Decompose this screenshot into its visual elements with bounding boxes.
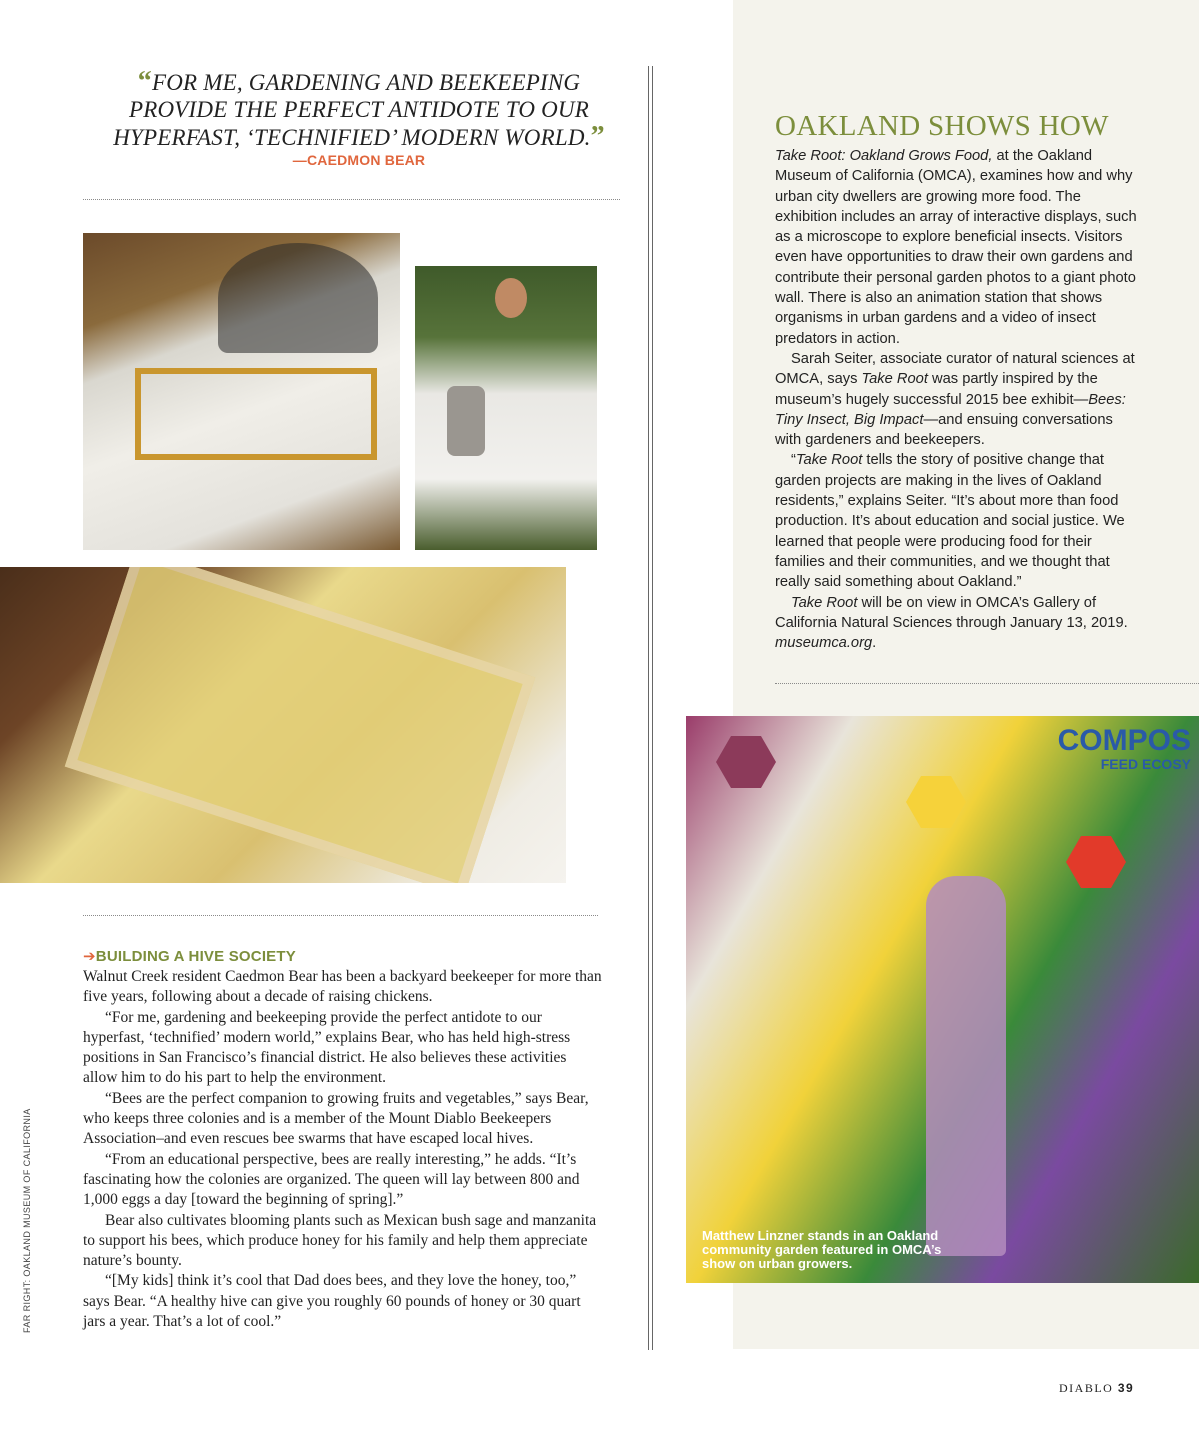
dotted-divider-top: [83, 199, 620, 200]
close-quote-mark: ”: [590, 121, 605, 152]
sidebar-paragraph: [775, 450, 1140, 592]
italic-text: Take Root: [791, 594, 858, 611]
planter-hexagon: [716, 736, 776, 788]
photo-caption: Matthew Linzner stands in an Oakland community garden featured in OMCA’s show on urban growers.: [702, 1228, 942, 1271]
photo-garden-mural: [686, 716, 1199, 1283]
italic-text: Take Root: [795, 452, 863, 469]
arrow-right-icon: ➔: [83, 948, 96, 965]
page-folio: [1059, 1381, 1134, 1396]
article-body: [83, 967, 603, 1332]
dotted-divider-middle: [83, 915, 598, 916]
body-text: tells the story of positive change that garden projects are making in the lives of Oakland residents,” explains Seiter. “It’s about more than food production. It’s about education and social justice. We learned that people were producing food for their families and their communities, and we thought that really said something about Oakland.”: [775, 452, 1125, 591]
article-paragraph: “[My kids] think it’s cool that Dad does bees, and they love the honey, too,” says Bear. “A healthy hive can give you roughly 60 pounds of honey or 30 quart jars a year. That’s a lot of cool.”: [83, 1272, 581, 1331]
sidebar-body: [775, 146, 1140, 653]
mural-lettering: FEED ECOSY: [1100, 756, 1191, 772]
pull-quote: [86, 68, 632, 151]
article-heading-text: BUILDING A HIVE SOCIETY: [95, 948, 296, 965]
italic-text: Bees: Tiny Insect, Big Impact: [775, 391, 1126, 428]
article-paragraph: “Bees are the perfect companion to growing fruits and vegetables,” says Bear, who keeps three colonies and is a member of the Mount Diablo Beekeepers Association–and even rescues bee swarms that have escaped local hives.: [83, 1089, 589, 1148]
sidebar-paragraph: [775, 593, 1140, 654]
face-shape: [495, 278, 527, 318]
article-paragraph: Walnut Creek resident Caedmon Bear has been a backyard beekeeper for more than five years, following about a decade of raising chickens.: [83, 968, 602, 1006]
sidebar-paragraph: [775, 349, 1140, 450]
article-heading: [83, 947, 296, 965]
dotted-divider-sidebar: [775, 683, 1199, 684]
body-text: will be on view in OMCA’s Gallery of California Natural Sciences through January 13, 2019.: [775, 594, 1128, 631]
article-paragraph: Bear also cultivates blooming plants such as Mexican bush sage and manzanita to support his bees, which produce honey for his family and help them appreciate nature’s bounty.: [83, 1211, 597, 1270]
body-text: —and ensuing conversations with gardeners and beekeepers.: [775, 411, 1113, 449]
pull-quote-attribution: —CAEDMON BEAR: [292, 152, 426, 168]
column-divider-line: [652, 66, 653, 1350]
photo-beekeeper-standing: [415, 266, 597, 550]
body-text: was partly inspired by the museum’s hugely successful 2015 bee exhibit—: [775, 371, 1098, 408]
sidebar-paragraph: [775, 146, 1140, 349]
body-text: at the Oakland Museum of California (OMCA), examines how and why urban city dwellers are growing more food. The exhibition includes an array of interactive displays, such as a microscope to explore beneficial insects. Visitors even have opportunities to draw their own gardens and contribute their personal garden photos to a giant photo wall. There is also an animation station that shows organisms in urban gardens and a video of insect predators in action.: [775, 148, 1137, 347]
open-quote-mark: “: [137, 66, 152, 97]
mural-hexagon: [906, 776, 966, 828]
body-text: “: [791, 452, 796, 469]
article-paragraph: “From an educational perspective, bees are really interesting,” he adds. “It’s fascinating how the colonies are organized. The queen will lay between 800 and 1,000 eggs a day [toward the beginning of spring].”: [83, 1150, 580, 1209]
website-link[interactable]: museumca.org: [775, 635, 873, 652]
person-shape: [926, 876, 1006, 1256]
hive-frame-shape: [135, 368, 377, 460]
body-text: .: [872, 635, 877, 652]
italic-text: Take Root: [861, 371, 928, 388]
article-paragraph: “For me, gardening and beekeeping provide the perfect antidote to our hyperfast, ‘technified’ modern world,” explains Bear, who has held high-stress positions in San Francisco’s financial district. He also believes these activities allow him to do his part to help the environment.: [83, 1008, 571, 1087]
smoker-shape: [447, 386, 485, 456]
page-number: 39: [1117, 1381, 1135, 1395]
sidebar-title: OAKLAND SHOWS HOW: [775, 110, 1109, 142]
photo-honeycomb-with-bees: [0, 567, 566, 883]
photo-beekeeper-holding-frame: [83, 233, 400, 550]
veil-shape: [218, 243, 378, 353]
italic-text: Take Root: Oakland Grows Food,: [775, 148, 993, 164]
pull-quote-text: FOR ME, GARDENING AND BEEKEEPING PROVIDE THE PERFECT ANTIDOTE TO OUR HYPERFAST, ‘TECHNIFIED’ MODERN WORLD.: [113, 70, 591, 150]
photo-credit: FAR RIGHT: OAKLAND MUSEUM OF CALIFORNIA: [22, 1108, 32, 1333]
body-text: Sarah Seiter, associate curator of natural sciences at OMCA, says: [775, 350, 1135, 388]
mural-lettering: COMPOS: [1057, 724, 1191, 757]
magazine-name: DIABLO: [1059, 1381, 1114, 1395]
comb-frame-shape: [65, 567, 536, 883]
mural-hexagon: [1066, 836, 1126, 888]
column-divider-line: [648, 66, 649, 1350]
